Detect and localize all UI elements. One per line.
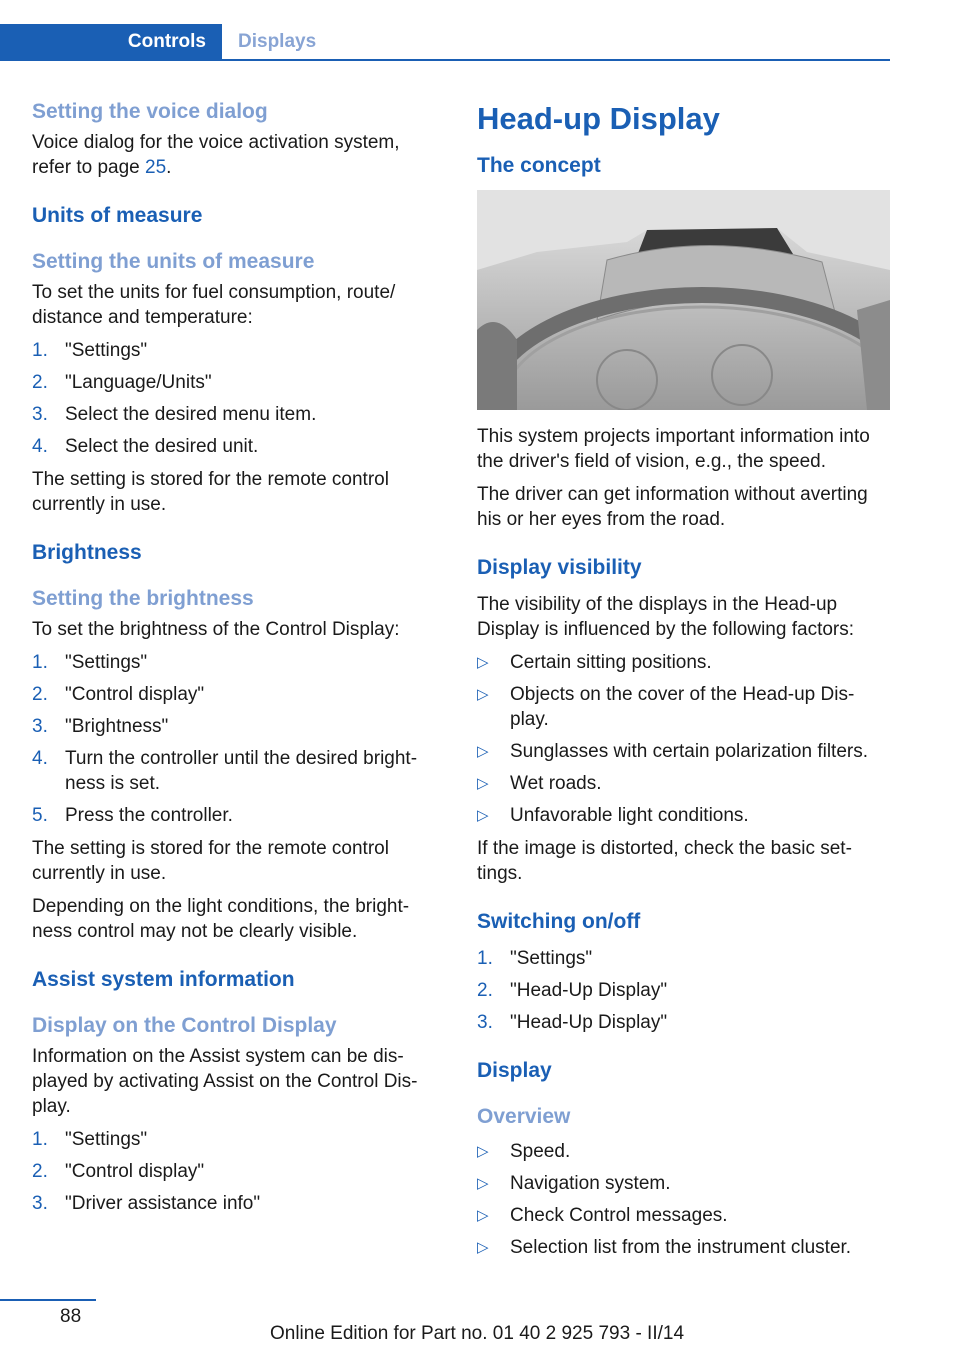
list-item: ▷ Certain sitting positions. [477,652,712,673]
list-item: 3. "Head-Up Display" [477,1012,668,1033]
list-item: ▷ Objects on the cover of the Head-up Dis‐ play. [477,684,855,730]
list-item: 2. "Control display" [32,684,205,705]
list-item: 1. "Settings" [32,1129,148,1150]
bullet-icon: ▷ [477,807,489,824]
brightness-subheading: Setting the brightness [32,587,254,610]
units-intro: To set the units for fuel consumption, route/ distance and temperature: [32,282,396,328]
assist-subheading: Display on the Control Display [32,1014,337,1037]
list-item: ▷ Selection list from the instrument cluster. [477,1237,852,1258]
bullet-icon: ▷ [477,686,489,703]
brightness-intro: To set the brightness of the Control Display: [32,619,400,640]
list-item: ▷ Check Control messages. [477,1205,728,1226]
switching-steps [477,946,891,1035]
tab-controls[interactable]: Controls [127,31,206,52]
list-item: 1. "Settings" [477,948,593,969]
list-item: 5. Press the controller. [32,805,233,826]
list-item: ▷ Sunglasses with certain polarization filters. [477,741,869,762]
list-item: 4. Select the desired unit. [32,436,259,457]
brightness-note: The setting is stored for the remote control currently in use. [32,838,389,884]
right-column [477,98,891,1268]
footer-rule [0,1299,96,1301]
list-item: ▷ Speed. [477,1141,571,1162]
list-item: ▷ Wet roads. [477,773,602,794]
bullet-icon: ▷ [477,1143,489,1160]
list-item: 3. "Brightness" [32,716,169,737]
bullet-icon: ▷ [477,1207,489,1224]
list-item: 1. "Settings" [32,652,148,673]
page-title: Head-up Display [477,101,720,136]
overview-bullets [477,1139,891,1260]
bullet-icon: ▷ [477,654,489,671]
units-steps [32,338,442,459]
list-item: 2. "Control display" [32,1161,205,1182]
assist-steps [32,1127,442,1216]
list-item: 1. "Settings" [32,340,148,361]
voice-dialog-heading: Setting the voice dialog [32,100,268,123]
hud-illustration [477,190,890,410]
bullet-icon: ▷ [477,743,489,760]
assist-intro: Information on the Assist system can be dis‐ played by activating Assist on the Control Dis‐ play. [32,1046,418,1117]
assist-heading: Assist system information [32,968,295,991]
brightness-steps [32,650,442,828]
edition-footer: Online Edition for Part no. 01 40 2 925 793 - II/14 [269,1323,685,1344]
left-column [32,98,442,1224]
switching-heading: Switching on/off [477,910,641,933]
units-note: The setting is stored for the remote control currently in use. [32,469,389,515]
list-item: ▷ Unfavorable light conditions. [477,805,749,826]
brightness-heading: Brightness [32,541,142,564]
list-item: 3. "Driver assistance info" [32,1193,261,1214]
bullet-icon: ▷ [477,1239,489,1256]
list-item: 2. "Head-Up Display" [477,980,668,1001]
list-item: ▷ Navigation system. [477,1173,671,1194]
visibility-note: If the image is distorted, check the basic set‐ tings. [477,838,852,884]
concept-text-2: The driver can get information without averting his or her eyes from the road. [477,484,868,530]
concept-heading: The concept [477,154,601,177]
units-heading: Units of measure [32,204,203,227]
units-subheading: Setting the units of measure [32,250,315,273]
brightness-note-2: Depending on the light conditions, the bright‐ ness control may not be clearly visible. [32,896,410,942]
bullet-icon: ▷ [477,775,489,792]
list-item: 2. "Language/Units" [32,372,212,393]
voice-dialog-text: Voice dialog for the voice activation system, refer to page 25. [32,132,400,178]
tab-displays[interactable]: Displays [238,31,317,52]
visibility-heading: Display visibility [477,556,642,579]
page-number: 88 [60,1306,82,1327]
visibility-intro: The visibility of the displays in the Head-up Display is influenced by the following factors: [477,594,855,640]
bullet-icon: ▷ [477,1175,489,1192]
display-heading: Display [477,1059,552,1082]
concept-text: This system projects important information into the driver's field of vision, e.g., the speed. [477,426,870,472]
page-link[interactable]: 25 [145,157,167,178]
list-item: 4. Turn the controller until the desired bright‐ ness is set. [32,748,418,794]
list-item: 3. Select the desired menu item. [32,404,317,425]
overview-subheading: Overview [477,1105,571,1128]
visibility-bullets [477,650,891,828]
